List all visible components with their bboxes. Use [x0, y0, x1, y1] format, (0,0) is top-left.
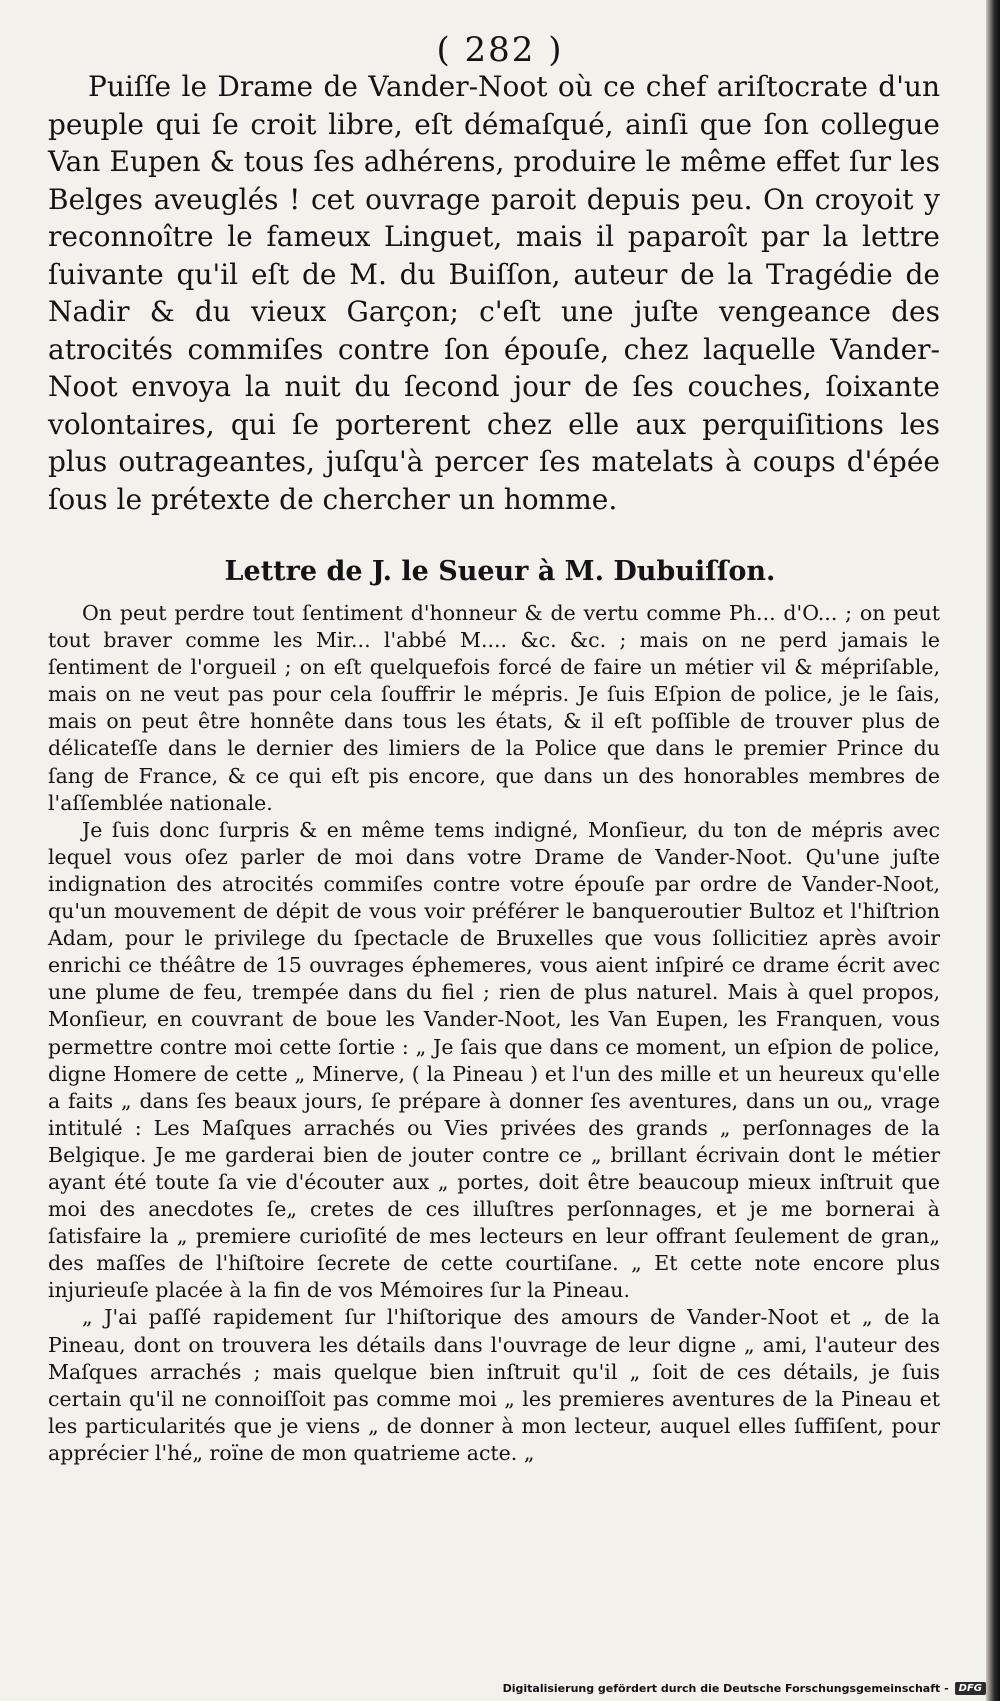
- dfg-logo: DFG: [955, 1682, 986, 1695]
- main-paragraph: Puiſſe le Drame de Vander-Noot où ce chef ariſtocrate d'un peuple qui ſe croit libre, eſt démaſqué, ainſi que ſon collegue Van Eupen & tous ſes adhérens, produire le même effet ſur les Belges aveuglés ! cet ouvrage paroit depuis peu. On croyoit y reconnoître le fameux Linguet, mais il paparoît par la lettre ſuivante qu'il eſt de M. du Buiſſon, auteur de la Tragédie de Nadir & du vieux Garçon; c'eſt une juſte vengeance des atrocités commiſes contre ſon épouſe, chez laquelle Vander-Noot envoya la nuit du ſecond jour de ſes couches, ſoixante volontaires, qui ſe porterent chez elle aux perquiſitions les plus outrageantes, juſqu'à percer ſes matelats à coups d'épée ſous le prétexte de chercher un homme.: [48, 70, 940, 516]
- letter-paragraph-2: Je ſuis donc ſurpris & en même tems indigné, Monſieur, du ton de mépris avec lequel vous oſez parler de moi dans votre Drame de Vander-Noot. Qu'une juſte indignation des atrocités commiſes contre votre épouſe par ordre de Vander-Noot, qu'un mouvement de dépit de vous voir préférer le banqueroutier Bultoz et l'hiſtrion Adam, pour le privilege du ſpectacle de Bruxelles que vous ſollicitiez après avoir enrichi ce théâtre de 15 ouvrages éphemeres, vous aient inſpiré ce drame écrit avec une plume de feu, trempée dans du fiel ; rien de plus naturel. Mais à quel propos, Monſieur, en couvrant de boue les Vander-Noot, les Van Eupen, les Franquen, vous permettre contre moi cette ſortie : „ Je ſais que dans ce moment, un eſpion de police, digne Homere de cette „ Minerve, ( la Pineau ) et l'un des mille et un heureux qu'elle a faits „ dans ſes beaux jours, ſe prépare à donner ſes aventures, dans un ou„ vrage intitulé : Les Maſques arrachés ou Vies privées des grands „ perſonnages de la Belgique. Je me garderai bien de jouter contre ce „ brillant écrivain dont le métier ayant été toute ſa vie d'écouter aux „ portes, doit être beaucoup mieux inſtruit que moi des anecdotes ſe„ cretes de ces illuſtres perſonnages, et je me bornerai à ſatisfaire la „ premiere curioſité de mes lecteurs en leur offrant ſeulement de gran„ des maſſes de l'hiſtoire ſecrete de cette courtiſane. „ Et cette note encore plus injurieuſe placée à la fin de vos Mémoires ſur la Pineau.: [48, 817, 940, 1303]
- footer-text: Digitalisierung gefördert durch die Deutsche Forschungsgemeinschaft -: [502, 1682, 949, 1695]
- letter-body: [48, 600, 940, 1467]
- digitization-footer: [0, 1682, 986, 1695]
- letter-paragraph-1: On peut perdre tout ſentiment d'honneur & de vertu comme Ph... d'O... ; on peut tout braver comme les Mir... l'abbé M.... &c. &c. ; mais on ne perd jamais le ſentiment de l'orgueil ; on eſt quelquefois forcé de faire un métier vil & mépriſable, mais on ne veut pas pour cela ſouffrir le mépris. Je ſuis Eſpion de police, je le ſais, mais on peut être honnête dans tous les états, & il eſt poſſible de trouver plus de délicateſſe dans le dernier des limiers de la Police que dans le premier Prince du ſang de France, & ce qui eſt pis encore, que dans un des honorables membres de l'aſſemblée nationale.: [48, 601, 940, 815]
- book-edge: [986, 0, 1000, 1701]
- page-number: ( 282 ): [436, 30, 564, 70]
- letter-paragraph-3: „ J'ai paſſé rapidement ſur l'hiſtorique des amours de Vander-Noot et „ de la Pineau, dont on trouvera les détails dans l'ouvrage de leur digne „ ami, l'auteur des Maſques arrachés ; mais quelque bien inſtruit qu'il „ ſoit de ces détails, je ſuis certain qu'il ne connoiſſoit pas comme moi „ les premieres aventures de la Pineau et les particularités que je viens „ de donner à mon lecteur, auquel elles ſuffiſent, pour apprécier l'hé„ roïne de mon quatrieme acte. „: [48, 1305, 940, 1465]
- letter-title: Lettre de J. le Sueur à M. Dubuiſſon.: [224, 556, 776, 587]
